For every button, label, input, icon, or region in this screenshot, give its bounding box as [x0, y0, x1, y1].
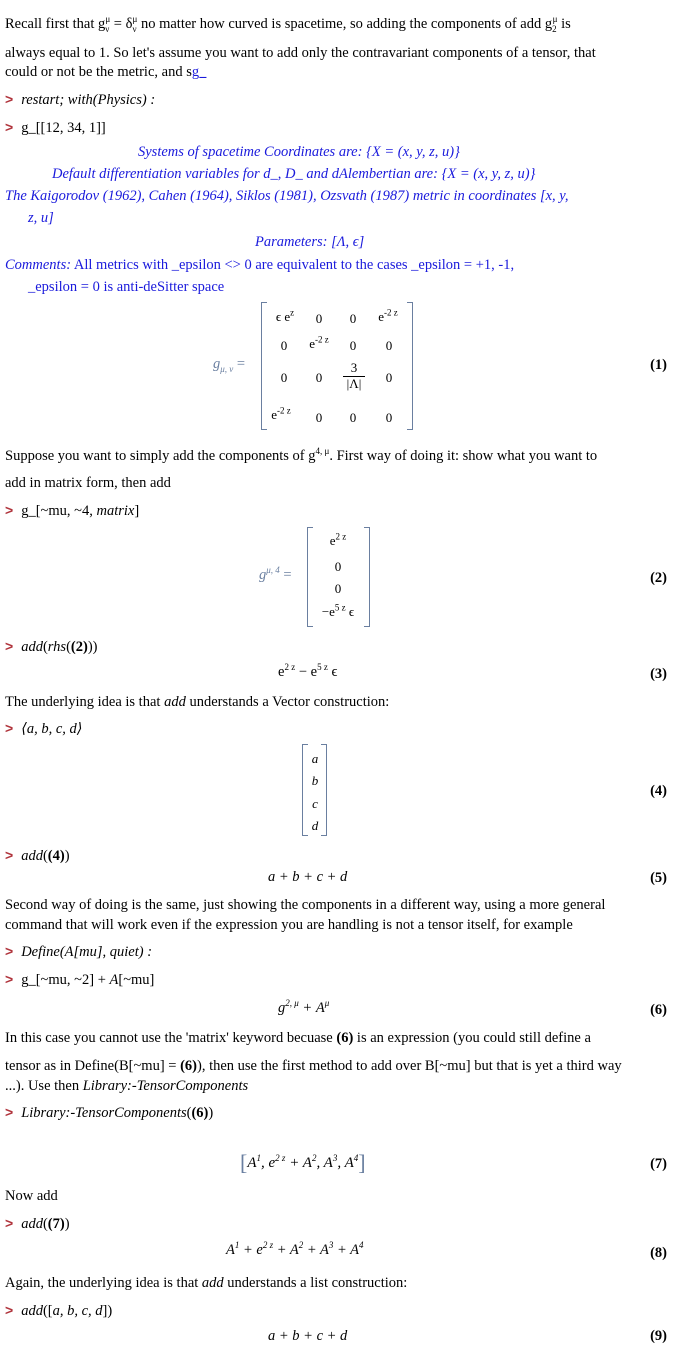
intro-line-3: could or not be the metric, and sg_ [5, 64, 207, 80]
input-line-3[interactable]: > g_[~mu, ~4, matrix] [5, 502, 140, 519]
eq2-cell: 0 [334, 559, 342, 574]
metric-output-line-2: z, u] [28, 210, 54, 226]
prompt-icon: > [5, 119, 14, 135]
input-line-2[interactable]: > g_[[12, 34, 1]] [5, 119, 106, 136]
eq1-cell: 0 [349, 410, 357, 425]
eq1-cell: $e^{-2 z}$ [309, 334, 329, 351]
intro-line-2: always equal to 1. So let's assume you want to add only the contravariant components of a tensor, that [5, 45, 596, 61]
eq1-cell: ϵ $e^z$ [275, 307, 295, 324]
input-line-7[interactable]: > Define(A[mu], quiet) : [5, 943, 153, 960]
g-link[interactable]: g_ [191, 64, 207, 80]
eq2-cell: $-e^{5 z}$ ϵ [321, 602, 355, 619]
eq2-lhs: $g^{\mu, 4}$ = [259, 565, 292, 583]
prompt-icon: > [5, 847, 14, 863]
equation-label-6: (6) [650, 1002, 667, 1018]
eq1-cell: $e^{-2 z}$ [271, 405, 291, 422]
prompt-icon: > [5, 638, 14, 654]
eq2-right-bracket [364, 527, 370, 627]
metric-output-line-1: The Kaigorodov (1962), Cahen (1964), Siklos (1981), Ozsvath (1987) metric in coordinates [x, y, [5, 188, 569, 204]
input-line-11[interactable]: > add([a, b, c, d]) [5, 1302, 113, 1319]
equation-label-1: (1) [650, 357, 667, 373]
eq1-cell: $e^{-2 z}$ [378, 307, 398, 324]
prompt-icon: > [5, 943, 14, 959]
parameters-output: Parameters: [Λ, ϵ] [255, 234, 365, 250]
defaults-output: Default differentiation variables for d_, D_ and dAlembertian are: {X = (x, y, z, u)} [52, 166, 536, 182]
eq1-fraction-cell: 3 |Λ| [343, 361, 365, 391]
eq3-expression: $e^{2 z} - e^{5 z}$ ϵ [278, 662, 338, 680]
eq5-expression: a + b + c + d [268, 869, 348, 885]
eq1-cell: 0 [315, 410, 323, 425]
paragraph-5-line-1: In this case you cannot use the 'matrix' keyword becuase (6) is an expression (you could still define a [5, 1030, 591, 1046]
eq4-cell: d [311, 818, 319, 833]
paragraph-2-line-1: Suppose you want to simply add the components of $g^{4, \mu}$. First way of doing it: show what you want to [5, 446, 598, 464]
eq1-cell: 0 [349, 311, 357, 326]
eq1-cell: 0 [385, 370, 393, 385]
eq1-right-bracket [407, 302, 413, 430]
eq9-expression: a + b + c + d [268, 1328, 348, 1344]
comments-output-line-2: _epsilon = 0 is anti-deSitter space [28, 279, 225, 295]
paragraph-4-line-2: command that will work even if the expression you are handling is not a tensor itself, for example [5, 917, 573, 933]
eq1-cell: 0 [385, 410, 393, 425]
input-line-1[interactable]: > restart; with(Physics) : [5, 91, 156, 108]
equation-label-5: (5) [650, 870, 667, 886]
input-line-9[interactable]: > Library:-TensorComponents((6)) [5, 1104, 214, 1121]
eq1-cell: 0 [349, 338, 357, 353]
eq4-cell: a [311, 751, 319, 766]
eq4-cell: b [311, 773, 319, 788]
eq8-expression: $A^1 + e^{2 z} + A^2 + A^3 + A^4$ [226, 1240, 364, 1258]
equation-label-7: (7) [650, 1156, 667, 1172]
input-line-8[interactable]: > g_[~mu, ~2] + A[~mu] [5, 971, 155, 988]
prompt-icon: > [5, 502, 14, 518]
prompt-icon: > [5, 720, 14, 736]
eq1-cell: 0 [385, 338, 393, 353]
paragraph-6: Again, the underlying idea is that add understands a list construction: [5, 1275, 408, 1291]
input-line-5[interactable]: > ⟨a, b, c, d⟩ [5, 720, 83, 737]
eq1-cell: 0 [280, 370, 288, 385]
paragraph-4-line-1: Second way of doing is the same, just showing the components in a different way, using a more general [5, 897, 606, 913]
systems-output: Systems of spacetime Coordinates are: {X = (x, y, z, u)} [138, 144, 460, 160]
prompt-icon: > [5, 1104, 14, 1120]
eq1-cell: 0 [315, 370, 323, 385]
eq1-lhs: $g_{\mu, \nu}$ = [213, 356, 246, 374]
paragraph-3: The underlying idea is that add understands a Vector construction: [5, 694, 390, 710]
equation-label-3: (3) [650, 666, 667, 682]
equation-label-8: (8) [650, 1245, 667, 1261]
input-line-4[interactable]: > add(rhs((2))) [5, 638, 98, 655]
prompt-icon: > [5, 91, 14, 107]
equation-label-4: (4) [650, 783, 667, 799]
prompt-icon: > [5, 1302, 14, 1318]
paragraph-5-line-2: tensor as in Define(B[~mu] = (6)), then use the first method to add over B[~mu] but that is yet a third way [5, 1058, 622, 1074]
prompt-icon: > [5, 1215, 14, 1231]
input-line-6[interactable]: > add((4)) [5, 847, 70, 864]
eq1-cell: 0 [315, 311, 323, 326]
prompt-icon: > [5, 971, 14, 987]
comments-output-line-1: Comments: All metrics with _epsilon <> 0 are equivalent to the cases _epsilon = +1, -1, [5, 257, 515, 273]
paragraph-2-line-2: add in matrix form, then add [5, 475, 171, 491]
equation-label-9: (9) [650, 1328, 667, 1344]
eq4-cell: c [312, 796, 318, 811]
equation-label-2: (2) [650, 570, 667, 586]
paragraph-5-line-3: ...). Use then Library:-TensorComponents [5, 1078, 249, 1094]
input-line-10[interactable]: > add((7)) [5, 1215, 70, 1232]
now-add-text: Now add [5, 1188, 58, 1204]
intro-line-1: Recall first that $g_\nu^\mu = \delta_\nu^\mu$ no matter how curved is spacetime, so adding the components of add $g_2^\mu$ is [5, 14, 571, 34]
eq7-expression: [$A^1$, $e^{2 z} + A^2$, $A^3$, $A^4$] [240, 1150, 366, 1175]
eq6-expression: $g^{2, \mu} + A^\mu$ [278, 998, 330, 1016]
eq2-cell: 0 [334, 581, 342, 596]
eq2-cell: $e^{2 z}$ [329, 531, 347, 548]
eq1-cell: 0 [280, 338, 288, 353]
